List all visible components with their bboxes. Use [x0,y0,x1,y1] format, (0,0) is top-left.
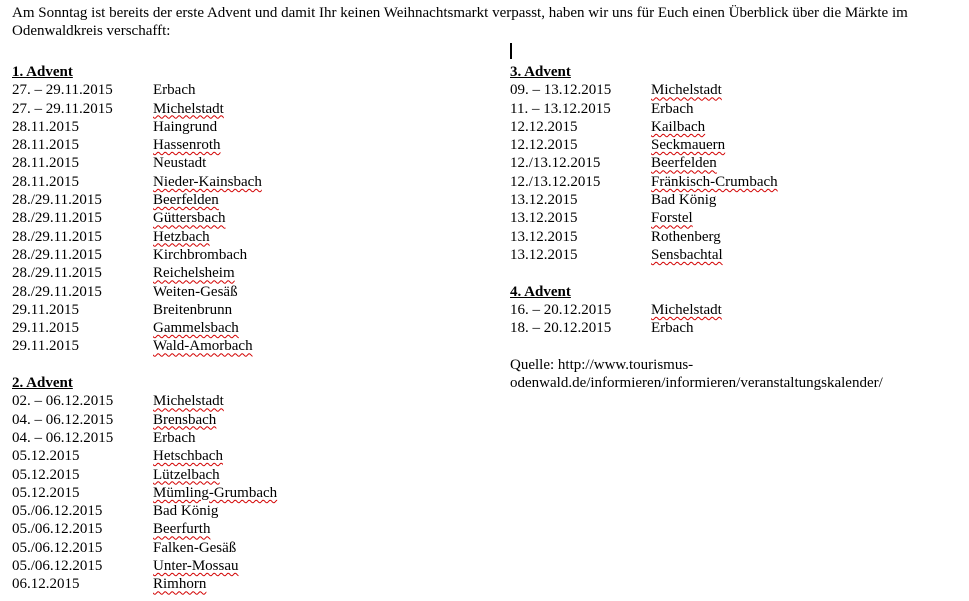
market-row [12,502,452,520]
market-date: 13.12.2015 [510,246,578,263]
market-row [510,209,950,227]
market-date: 13.12.2015 [510,192,578,209]
market-place: Weiten-Gesäß [153,283,238,300]
market-place: Mümling-Grumbach [153,484,278,501]
market-place: Michelstadt [651,82,722,99]
market-date: 18. – 20.12.2015 [510,320,612,337]
market-date: 28./29.11.2015 [12,283,102,300]
text-cursor [510,43,512,59]
market-row [12,100,452,118]
market-row [12,575,452,593]
market-place: Unter-Mossau [153,558,239,575]
market-date: 12./13.12.2015 [510,155,601,172]
market-date: 05./06.12.2015 [12,521,103,538]
market-date: 05./06.12.2015 [12,558,103,575]
market-row [12,136,452,154]
market-date: 04. – 06.12.2015 [12,411,114,428]
market-list-advent-4 [510,301,950,338]
market-row [510,136,950,154]
market-date: 02. – 06.12.2015 [12,393,114,410]
market-place: Beerfelden [153,192,219,209]
market-place: Reichelsheim [153,265,235,282]
market-date: 28.11.2015 [12,173,79,190]
market-place: Güttersbach [153,210,226,227]
market-date: 29.11.2015 [12,301,79,318]
section-heading-advent-4: 4. Advent [510,283,571,300]
market-row [12,154,452,172]
market-place: Breitenbrunn [153,301,233,318]
market-date: 29.11.2015 [12,320,79,337]
market-place: Erbach [651,100,694,117]
market-row [12,337,452,355]
market-place: Lützelbach [153,466,220,483]
market-list-advent-1 [12,81,452,355]
market-row [510,301,950,319]
right-column [510,63,950,392]
market-row [12,520,452,538]
market-place: Wald-Amorbach [153,338,253,355]
market-date: 16. – 20.12.2015 [510,301,612,318]
market-place: Rothenberg [651,228,721,245]
market-date: 11. – 13.12.2015 [510,100,611,117]
market-row [510,246,950,264]
market-place: Hassenroth [153,137,221,154]
market-row [12,301,452,319]
market-place: Rimhorn [153,576,207,593]
market-date: 28./29.11.2015 [12,265,102,282]
section-heading-advent-2: 2. Advent [12,375,73,392]
market-place: Falken-Gesäß [153,539,237,556]
market-date: 04. – 06.12.2015 [12,429,114,446]
market-date: 28.11.2015 [12,118,79,135]
market-row [12,429,452,447]
market-date: 27. – 29.11.2015 [12,100,113,117]
section-gap [510,337,950,355]
market-place: Gammelsbach [153,320,239,337]
section-gap [12,356,452,374]
market-row [12,539,452,557]
market-date: 28./29.11.2015 [12,210,102,227]
market-date: 27. – 29.11.2015 [12,82,113,99]
market-row [12,264,452,282]
market-place: Brensbach [153,411,217,428]
section-heading-advent-3: 3. Advent [510,64,571,80]
left-column [12,63,452,594]
market-date: 29.11.2015 [12,338,79,355]
market-row [12,283,452,301]
market-list-advent-3 [510,81,950,264]
market-row [12,246,452,264]
market-date: 28.11.2015 [12,137,79,154]
market-date: 06.12.2015 [12,576,80,593]
market-date: 28.11.2015 [12,155,79,172]
market-place: Michelstadt [153,393,224,410]
section-heading-advent-1: 1. Advent [12,64,73,80]
market-place: Nieder-Kainsbach [153,173,262,190]
market-list-advent-2 [12,392,452,593]
market-place: Bad König [651,192,717,209]
market-date: 05./06.12.2015 [12,539,103,556]
market-place: Fränkisch-Crumbach [651,173,778,190]
market-place: Michelstadt [651,301,722,318]
market-row [510,319,950,337]
market-place: Kirchbrombach [153,246,248,263]
market-date: 05./06.12.2015 [12,503,103,520]
market-place: Forstel [651,210,693,227]
market-place: Seckmauern [651,137,726,154]
market-row [510,118,950,136]
market-row [12,319,452,337]
market-place: Hetzbach [153,228,210,245]
market-row [510,191,950,209]
market-place: Erbach [153,429,196,446]
market-row [510,173,950,191]
market-place: Hetschbach [153,448,223,465]
market-date: 13.12.2015 [510,210,578,227]
market-row [12,447,452,465]
market-date: 05.12.2015 [12,466,80,483]
market-place: Erbach [153,82,196,99]
market-date: 28./29.11.2015 [12,246,102,263]
market-date: 05.12.2015 [12,448,80,465]
market-place: Kailbach [651,118,706,135]
market-row [510,81,950,99]
market-place: Beerfurth [153,521,211,538]
section-gap [510,264,950,282]
source-note: Quelle: http://www.tourismus-odenwald.de/informieren/informieren/veranstaltungskalender/ [510,356,883,392]
market-date: 12.12.2015 [510,137,578,154]
market-row [12,411,452,429]
market-row [12,118,452,136]
market-row [12,173,452,191]
market-place: Sensbachtal [651,246,723,263]
market-date: 12./13.12.2015 [510,173,601,190]
market-date: 28./29.11.2015 [12,228,102,245]
market-place: Haingrund [153,118,218,135]
market-row [510,100,950,118]
market-row [12,557,452,575]
market-row [12,484,452,502]
market-date: 28./29.11.2015 [12,192,102,209]
market-place: Michelstadt [153,100,224,117]
market-date: 09. – 13.12.2015 [510,82,612,99]
market-date: 12.12.2015 [510,118,578,135]
market-place: Bad König [153,503,219,520]
market-row [12,209,452,227]
market-row [510,154,950,172]
market-place: Beerfelden [651,155,717,172]
market-row [12,392,452,410]
market-place: Erbach [651,320,694,337]
market-date: 13.12.2015 [510,228,578,245]
market-row [12,81,452,99]
market-row [12,191,452,209]
market-row [510,228,950,246]
market-date: 05.12.2015 [12,484,80,501]
market-place: Neustadt [153,155,207,172]
intro-paragraph: Am Sonntag ist bereits der erste Advent und damit Ihr keinen Weihnachtsmarkt verpasst, haben wir uns für Euch einen Überblick über die Märkte im Odenwaldkreis verschafft: [12,5,908,39]
market-row [12,228,452,246]
market-row [12,466,452,484]
